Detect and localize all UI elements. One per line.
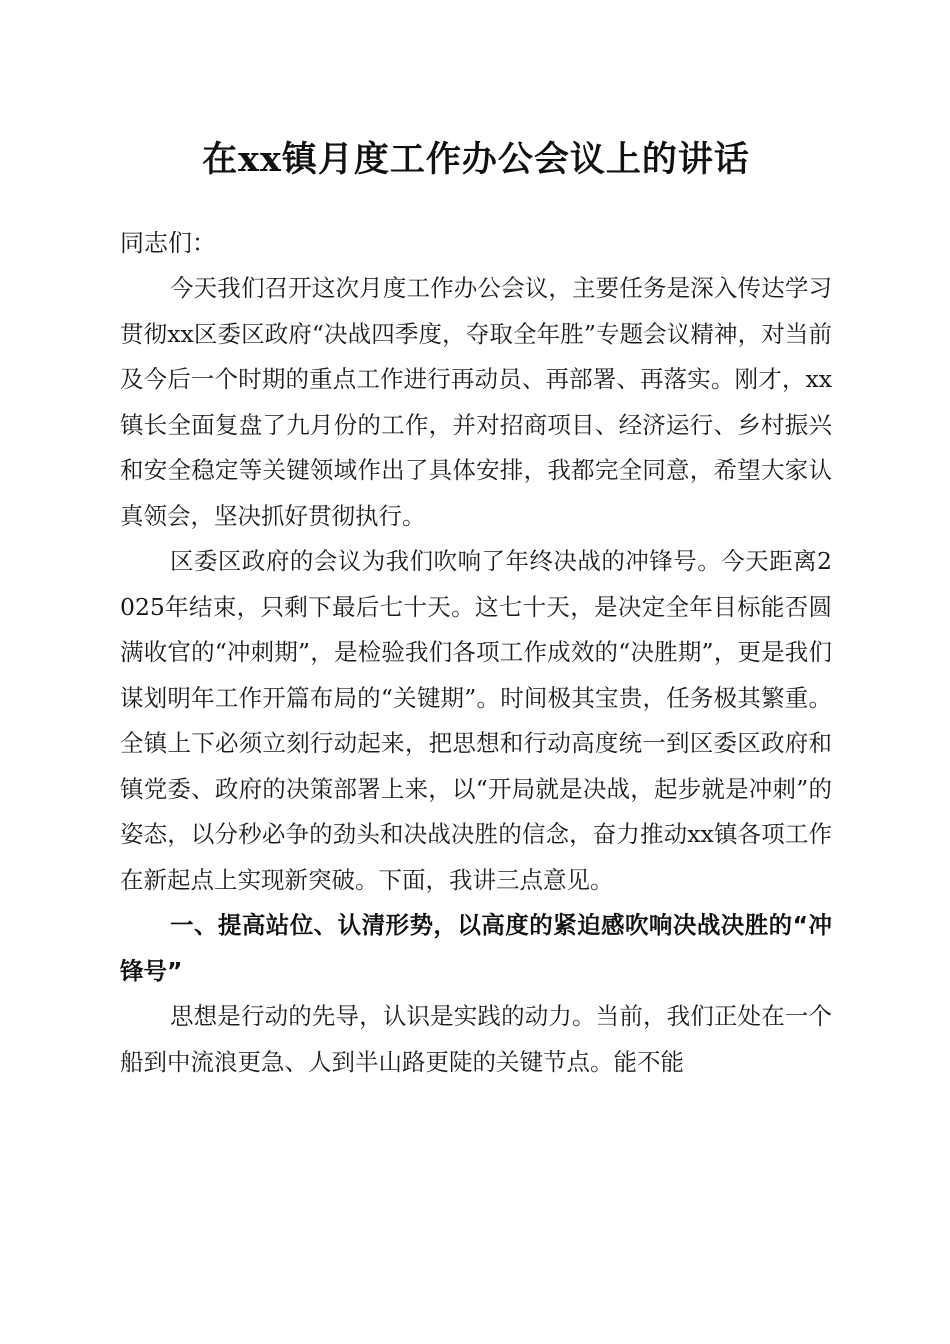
document-title: 在xx镇月度工作办公会议上的讲话	[202, 139, 750, 180]
document-body	[120, 132, 832, 1085]
paragraph-section-one: 思想是行动的先导，认识是实践的动力。当前，我们正处在一个船到中流浪更急、人到半山路更陡的关键节点。能不能	[120, 1002, 832, 1076]
paragraph-opening: 今天我们召开这次月度工作办公会议，主要任务是深入传达学习贯彻xx区委区政府“决战四季度，夺取全年胜”专题会议精神，对当前及今后一个时期的重点工作进行再动员、再部署、再落实。刚才，xx镇长全面复盘了九月份的工作，并对招商项目、经济运行、乡村振兴和安全稳定等关键领域作出了具体安排，我都完全同意，希望大家认真领会，坚决抓好贯彻执行。	[120, 274, 832, 530]
paragraph-context: 区委区政府的会议为我们吹响了年终决战的冲锋号。今天距离2025年结束，只剩下最后七十天。这七十天，是决定全年目标能否圆满收官的“冲刺期”，是检验我们各项工作成效的“决胜期”，更是我们谋划明年工作开篇布局的“关键期”。时间极其宝贵，任务极其繁重。全镇上下必须立刻行动起来，把思想和行动高度统一到区委区政府和镇党委、政府的决策部署上来，以“开局就是决战，起步就是冲刺”的姿态，以分秒必争的劲头和决战决胜的信念，奋力推动xx镇各项工作在新起点上实现新突破。下面，我讲三点意见。	[120, 547, 832, 894]
salutation: 同志们：	[120, 229, 216, 257]
section-heading-one: 一、提高站位、认清形势，以高度的紧迫感吹响决战决胜的“冲锋号”	[120, 911, 832, 985]
